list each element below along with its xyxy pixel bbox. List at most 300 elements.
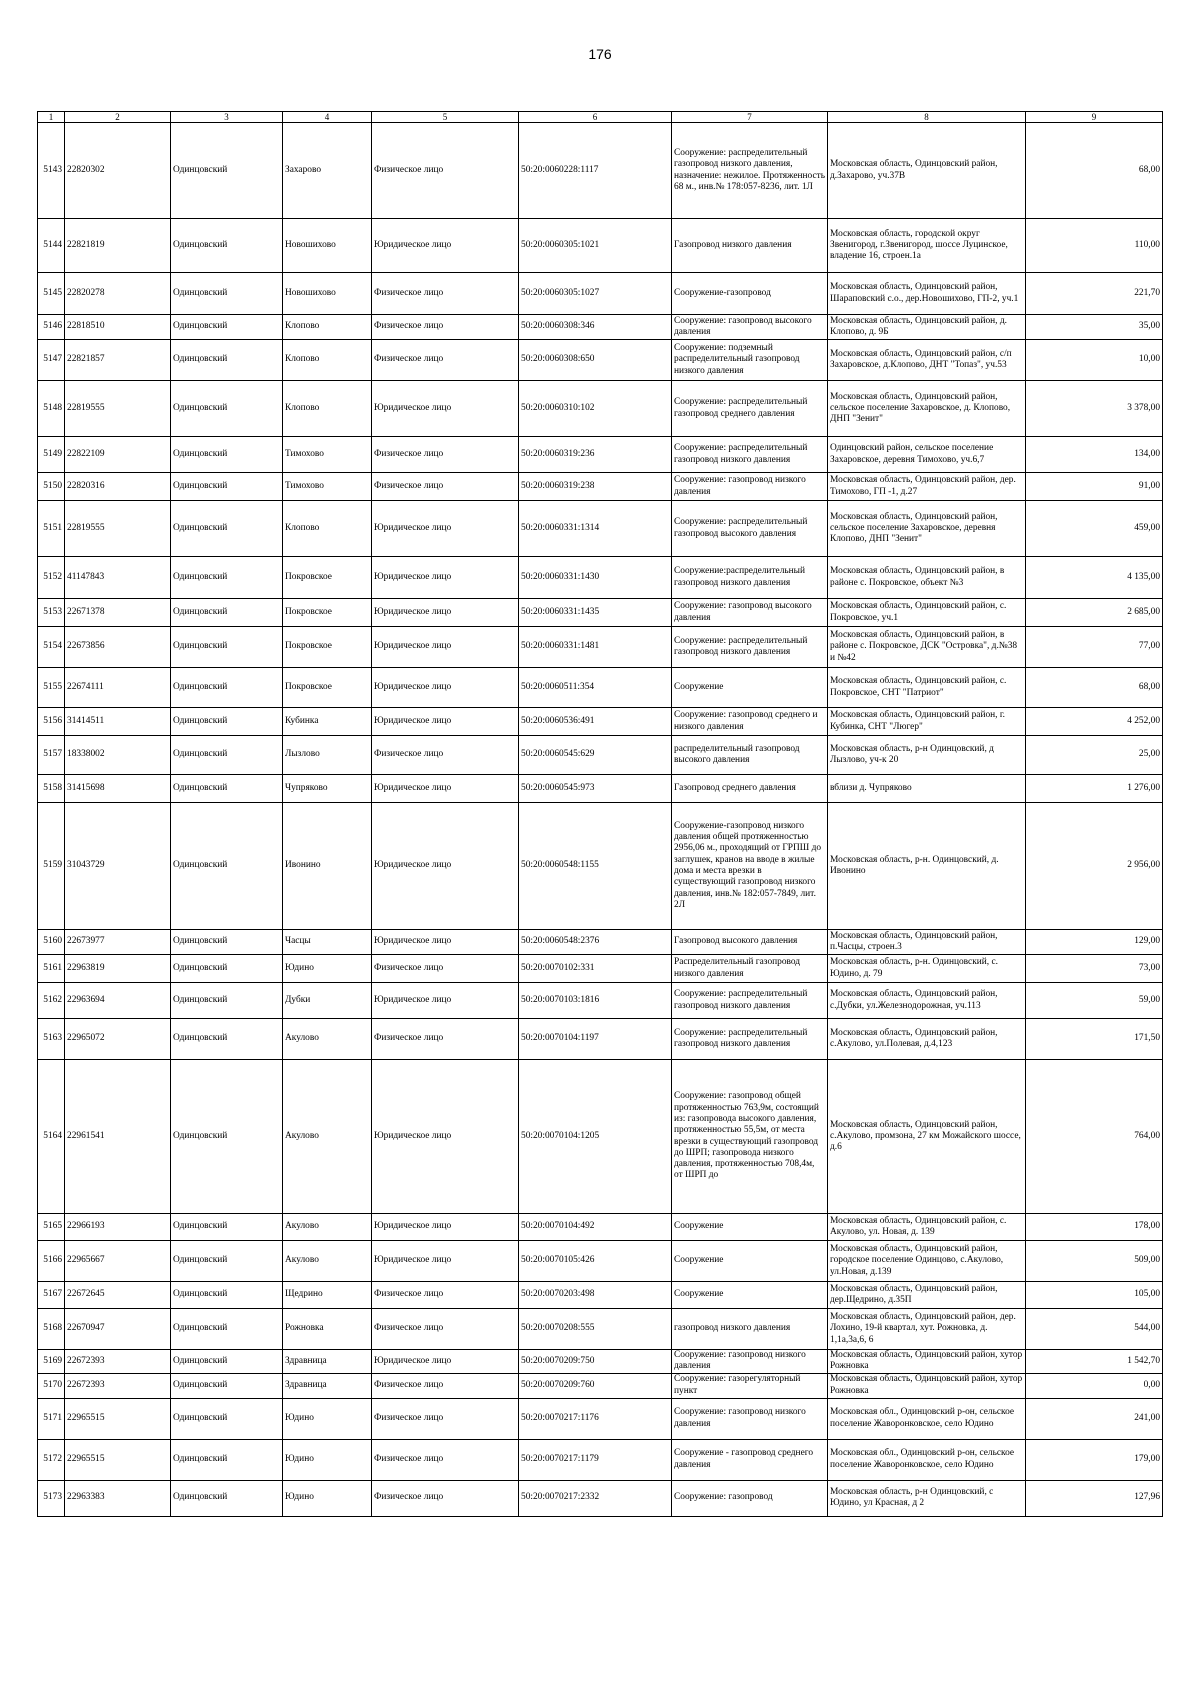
row-area: 179,00 bbox=[1026, 1439, 1163, 1480]
row-description: Сооружение: газопровод высокого давления bbox=[672, 599, 828, 627]
row-owner: Юридическое лицо bbox=[372, 708, 519, 736]
row-owner: Юридическое лицо bbox=[372, 983, 519, 1019]
row-address: Московская область, р-н. Одинцовский, с. Юдино, д. 79 bbox=[828, 955, 1026, 983]
row-district: Одинцовский bbox=[171, 1019, 283, 1060]
row-address: Московская область, Одинцовский район, сельское поселение Захаровское, деревня Клопово, ДНП "Зенит" bbox=[828, 501, 1026, 557]
table-row bbox=[38, 1439, 1163, 1480]
row-address: Московская область, Одинцовский район, дер. Тимохово, ГП -1, д.27 bbox=[828, 473, 1026, 501]
row-locality: Акулово bbox=[283, 1214, 372, 1241]
row-number: 5168 bbox=[38, 1309, 65, 1350]
row-cadastral: 50:20:0060331:1435 bbox=[519, 599, 672, 627]
row-code: 22821857 bbox=[65, 340, 171, 381]
row-description: Сооружение:распределительный газопровод низкого давления bbox=[672, 557, 828, 599]
row-number: 5155 bbox=[38, 668, 65, 708]
row-area: 127,96 bbox=[1026, 1480, 1163, 1516]
row-address: Московская область, Одинцовский район, в районе с. Покровское, объект №3 bbox=[828, 557, 1026, 599]
row-district: Одинцовский bbox=[171, 627, 283, 668]
row-cadastral: 50:20:0060319:236 bbox=[519, 437, 672, 473]
row-number: 5159 bbox=[38, 803, 65, 930]
row-district: Одинцовский bbox=[171, 955, 283, 983]
row-district: Одинцовский bbox=[171, 219, 283, 273]
row-owner: Физическое лицо bbox=[372, 340, 519, 381]
row-number: 5163 bbox=[38, 1019, 65, 1060]
row-address: Московская область, р-н Одинцовский, с Юдино, ул Красная, д 2 bbox=[828, 1480, 1026, 1516]
row-area: 764,00 bbox=[1026, 1060, 1163, 1214]
column-number: 2 bbox=[65, 112, 171, 123]
column-number: 8 bbox=[828, 112, 1026, 123]
row-number: 5161 bbox=[38, 955, 65, 983]
row-locality: Акулово bbox=[283, 1060, 372, 1214]
table-row bbox=[38, 1214, 1163, 1241]
row-description: Сооружение: газопровод общей протяженностью 763,9м, состоящий из: газопровода высокого давления, протяженностью 55,5м, от места врезки в существующий газопровод до ШРП; газопровода низкого давления, протяженностью 708,4м, от ШРП до bbox=[672, 1060, 828, 1214]
column-number: 6 bbox=[519, 112, 672, 123]
row-code: 22966193 bbox=[65, 1214, 171, 1241]
row-locality: Покровское bbox=[283, 668, 372, 708]
table-row bbox=[38, 437, 1163, 473]
row-address: Московская область, Одинцовский район, с/п Захаровское, д.Клопово, ДНТ "Топаз", уч.53 bbox=[828, 340, 1026, 381]
row-area: 4 252,00 bbox=[1026, 708, 1163, 736]
row-locality: Клопово bbox=[283, 315, 372, 340]
row-cadastral: 50:20:0060310:102 bbox=[519, 381, 672, 437]
row-address: Московская область, Одинцовский район, дер. Лохино, 19-й квартал, хут. Рожновка, д. 1,1а,3а,6, 6 bbox=[828, 1309, 1026, 1350]
row-description: Сооружение: распределительный газопровод низкого давления bbox=[672, 627, 828, 668]
row-number: 5167 bbox=[38, 1282, 65, 1309]
row-cadastral: 50:20:0060331:1430 bbox=[519, 557, 672, 599]
table-row bbox=[38, 273, 1163, 315]
row-locality: Лызлово bbox=[283, 736, 372, 775]
row-locality: Часцы bbox=[283, 930, 372, 955]
row-address: Московская область, р-н Одинцовский, д Лызлово, уч-к 20 bbox=[828, 736, 1026, 775]
row-cadastral: 50:20:0070217:1179 bbox=[519, 1439, 672, 1480]
row-district: Одинцовский bbox=[171, 315, 283, 340]
row-code: 22673856 bbox=[65, 627, 171, 668]
row-district: Одинцовский bbox=[171, 1282, 283, 1309]
row-code: 22965515 bbox=[65, 1439, 171, 1480]
row-owner: Юридическое лицо bbox=[372, 557, 519, 599]
row-description: Сооружение-газопровод низкого давления общей протяженностью 2956,06 м., проходящий от ГРПШ до заглушек, кранов на вводе в жилые дома и места врезки в существующий газопровод низкого давления, инв.№ 182:057-7849, лит. 2Л bbox=[672, 803, 828, 930]
row-owner: Юридическое лицо bbox=[372, 1350, 519, 1374]
row-description: Сооружение: газорегуляторный пункт bbox=[672, 1373, 828, 1398]
row-number: 5172 bbox=[38, 1439, 65, 1480]
row-description: Сооружение: распределительный газопровод низкого давления bbox=[672, 437, 828, 473]
row-cadastral: 50:20:0060536:491 bbox=[519, 708, 672, 736]
row-area: 544,00 bbox=[1026, 1309, 1163, 1350]
row-description: Сооружение bbox=[672, 1214, 828, 1241]
table-row bbox=[38, 736, 1163, 775]
row-locality: Юдино bbox=[283, 955, 372, 983]
row-district: Одинцовский bbox=[171, 473, 283, 501]
row-owner: Физическое лицо bbox=[372, 1480, 519, 1516]
row-district: Одинцовский bbox=[171, 1373, 283, 1398]
registry-table bbox=[37, 111, 1163, 1517]
row-owner: Физическое лицо bbox=[372, 1282, 519, 1309]
row-locality: Здравница bbox=[283, 1373, 372, 1398]
row-description: Сооружение: распределительный газопровод низкого давления bbox=[672, 983, 828, 1019]
row-description: распределительный газопровод высокого давления bbox=[672, 736, 828, 775]
table-row bbox=[38, 123, 1163, 219]
row-cadastral: 50:20:0070103:1816 bbox=[519, 983, 672, 1019]
row-number: 5147 bbox=[38, 340, 65, 381]
row-area: 105,00 bbox=[1026, 1282, 1163, 1309]
row-code: 22821819 bbox=[65, 219, 171, 273]
row-cadastral: 50:20:0070209:760 bbox=[519, 1373, 672, 1398]
row-code: 22820316 bbox=[65, 473, 171, 501]
row-owner: Юридическое лицо bbox=[372, 1241, 519, 1282]
row-locality: Юдино bbox=[283, 1439, 372, 1480]
row-locality: Покровское bbox=[283, 599, 372, 627]
row-number: 5150 bbox=[38, 473, 65, 501]
column-number-row bbox=[38, 112, 1163, 123]
row-owner: Физическое лицо bbox=[372, 736, 519, 775]
row-address: Московская область, Одинцовский район, п.Часцы, строен.3 bbox=[828, 930, 1026, 955]
row-area: 171,50 bbox=[1026, 1019, 1163, 1060]
row-description: Сооружение: распределительный газопровод низкого давления, назначение: нежилое. Протяженность 68 м., инв.№ 178:057-8236, лит. 1Л bbox=[672, 123, 828, 219]
column-number: 4 bbox=[283, 112, 372, 123]
row-code: 22822109 bbox=[65, 437, 171, 473]
row-description: Газопровод среднего давления bbox=[672, 775, 828, 803]
row-description: Газопровод низкого давления bbox=[672, 219, 828, 273]
row-code: 31414511 bbox=[65, 708, 171, 736]
row-code: 22819555 bbox=[65, 501, 171, 557]
row-cadastral: 50:20:0060548:2376 bbox=[519, 930, 672, 955]
row-owner: Физическое лицо bbox=[372, 1373, 519, 1398]
row-description: Сооружение: подземный распределительный газопровод низкого давления bbox=[672, 340, 828, 381]
row-code: 22820278 bbox=[65, 273, 171, 315]
row-owner: Юридическое лицо bbox=[372, 501, 519, 557]
row-code: 22673977 bbox=[65, 930, 171, 955]
table-row bbox=[38, 983, 1163, 1019]
row-district: Одинцовский bbox=[171, 1309, 283, 1350]
row-cadastral: 50:20:0060545:973 bbox=[519, 775, 672, 803]
row-description: Сооружение: газопровод bbox=[672, 1480, 828, 1516]
table-row bbox=[38, 1398, 1163, 1439]
row-locality: Кубинка bbox=[283, 708, 372, 736]
row-locality: Акулово bbox=[283, 1241, 372, 1282]
row-area: 2 956,00 bbox=[1026, 803, 1163, 930]
row-locality: Новошихово bbox=[283, 219, 372, 273]
row-area: 509,00 bbox=[1026, 1241, 1163, 1282]
table-row bbox=[38, 501, 1163, 557]
table-row bbox=[38, 708, 1163, 736]
row-cadastral: 50:20:0070217:1176 bbox=[519, 1398, 672, 1439]
row-address: Московская область, Одинцовский район, хутор Рожновка bbox=[828, 1350, 1026, 1374]
row-number: 5171 bbox=[38, 1398, 65, 1439]
row-area: 91,00 bbox=[1026, 473, 1163, 501]
row-address: Московская обл., Одинцовский р-он, сельское поселение Жаворонковское, село Юдино bbox=[828, 1398, 1026, 1439]
row-code: 31043729 bbox=[65, 803, 171, 930]
row-number: 5143 bbox=[38, 123, 65, 219]
row-locality: Захарово bbox=[283, 123, 372, 219]
row-area: 178,00 bbox=[1026, 1214, 1163, 1241]
row-locality: Акулово bbox=[283, 1019, 372, 1060]
row-area: 1 276,00 bbox=[1026, 775, 1163, 803]
row-locality: Рожновка bbox=[283, 1309, 372, 1350]
row-area: 110,00 bbox=[1026, 219, 1163, 273]
row-owner: Юридическое лицо bbox=[372, 1060, 519, 1214]
row-description: Сооружение bbox=[672, 668, 828, 708]
row-locality: Щедрино bbox=[283, 1282, 372, 1309]
table-row bbox=[38, 557, 1163, 599]
row-code: 22670947 bbox=[65, 1309, 171, 1350]
row-owner: Физическое лицо bbox=[372, 955, 519, 983]
row-cadastral: 50:20:0070102:331 bbox=[519, 955, 672, 983]
row-address: Московская область, Одинцовский район, с.Акулово, промзона, 27 км Можайского шоссе, д.6 bbox=[828, 1060, 1026, 1214]
table-row bbox=[38, 1241, 1163, 1282]
row-locality: Покровское bbox=[283, 557, 372, 599]
row-locality: Юдино bbox=[283, 1398, 372, 1439]
row-district: Одинцовский bbox=[171, 273, 283, 315]
row-locality: Дубки bbox=[283, 983, 372, 1019]
row-owner: Юридическое лицо bbox=[372, 668, 519, 708]
row-district: Одинцовский bbox=[171, 1439, 283, 1480]
row-number: 5144 bbox=[38, 219, 65, 273]
row-locality: Здравница bbox=[283, 1350, 372, 1374]
row-area: 0,00 bbox=[1026, 1373, 1163, 1398]
row-district: Одинцовский bbox=[171, 1060, 283, 1214]
row-cadastral: 50:20:0060331:1481 bbox=[519, 627, 672, 668]
row-number: 5146 bbox=[38, 315, 65, 340]
row-district: Одинцовский bbox=[171, 381, 283, 437]
table-row bbox=[38, 1373, 1163, 1398]
row-owner: Юридическое лицо bbox=[372, 381, 519, 437]
row-number: 5157 bbox=[38, 736, 65, 775]
row-address: Московская область, Одинцовский район, г. Кубинка, СНТ "Люгер" bbox=[828, 708, 1026, 736]
row-address: Московская область, Одинцовский район, в районе с. Покровское, ДСК "Островка", д.№38 и №42 bbox=[828, 627, 1026, 668]
row-cadastral: 50:20:0060308:650 bbox=[519, 340, 672, 381]
row-area: 10,00 bbox=[1026, 340, 1163, 381]
row-owner: Физическое лицо bbox=[372, 1309, 519, 1350]
row-code: 22674111 bbox=[65, 668, 171, 708]
row-district: Одинцовский bbox=[171, 736, 283, 775]
row-address: Московская область, Одинцовский район, с. Покровское, СНТ "Патриот" bbox=[828, 668, 1026, 708]
row-code: 22965667 bbox=[65, 1241, 171, 1282]
row-cadastral: 50:20:0060305:1027 bbox=[519, 273, 672, 315]
row-area: 134,00 bbox=[1026, 437, 1163, 473]
table-row bbox=[38, 599, 1163, 627]
row-district: Одинцовский bbox=[171, 708, 283, 736]
table-row bbox=[38, 1350, 1163, 1374]
row-district: Одинцовский bbox=[171, 599, 283, 627]
row-area: 3 378,00 bbox=[1026, 381, 1163, 437]
row-locality: Ивонино bbox=[283, 803, 372, 930]
row-number: 5160 bbox=[38, 930, 65, 955]
row-code: 41147843 bbox=[65, 557, 171, 599]
table-row bbox=[38, 775, 1163, 803]
row-district: Одинцовский bbox=[171, 123, 283, 219]
row-area: 1 542,70 bbox=[1026, 1350, 1163, 1374]
column-number: 1 bbox=[38, 112, 65, 123]
row-cadastral: 50:20:0060319:238 bbox=[519, 473, 672, 501]
row-number: 5164 bbox=[38, 1060, 65, 1214]
row-area: 241,00 bbox=[1026, 1398, 1163, 1439]
row-locality: Новошихово bbox=[283, 273, 372, 315]
row-address: Московская область, Одинцовский район, д. Клопово, д. 9Б bbox=[828, 315, 1026, 340]
table-row bbox=[38, 1480, 1163, 1516]
table-row bbox=[38, 219, 1163, 273]
row-address: Московская область, Одинцовский район, с.Дубки, ул.Железнодорожная, уч.113 bbox=[828, 983, 1026, 1019]
row-owner: Юридическое лицо bbox=[372, 627, 519, 668]
row-area: 77,00 bbox=[1026, 627, 1163, 668]
row-description: Сооружение: газопровод среднего и низкого давления bbox=[672, 708, 828, 736]
row-description: Сооружение: газопровод низкого давления bbox=[672, 1398, 828, 1439]
row-number: 5151 bbox=[38, 501, 65, 557]
row-number: 5173 bbox=[38, 1480, 65, 1516]
row-number: 5158 bbox=[38, 775, 65, 803]
table-row bbox=[38, 955, 1163, 983]
row-district: Одинцовский bbox=[171, 983, 283, 1019]
row-code: 22820302 bbox=[65, 123, 171, 219]
table-row bbox=[38, 1019, 1163, 1060]
row-district: Одинцовский bbox=[171, 557, 283, 599]
row-address: Московская область, Одинцовский район, Шараповский с.о., дер.Новошихово, ГП-2, уч.1 bbox=[828, 273, 1026, 315]
row-owner: Физическое лицо bbox=[372, 1019, 519, 1060]
row-code: 22961541 bbox=[65, 1060, 171, 1214]
row-address: Московская область, Одинцовский район, с. Акулово, ул. Новая, д. 139 bbox=[828, 1214, 1026, 1241]
row-area: 68,00 bbox=[1026, 123, 1163, 219]
table-row bbox=[38, 381, 1163, 437]
row-district: Одинцовский bbox=[171, 1398, 283, 1439]
row-description: Распределительный газопровод низкого давления bbox=[672, 955, 828, 983]
row-district: Одинцовский bbox=[171, 803, 283, 930]
row-number: 5149 bbox=[38, 437, 65, 473]
row-cadastral: 50:20:0060548:1155 bbox=[519, 803, 672, 930]
table-row bbox=[38, 1060, 1163, 1214]
row-address: Московская область, Одинцовский район, с.Акулово, ул.Полевая, д.4,123 bbox=[828, 1019, 1026, 1060]
row-locality: Клопово bbox=[283, 381, 372, 437]
row-code: 22671378 bbox=[65, 599, 171, 627]
row-number: 5165 bbox=[38, 1214, 65, 1241]
row-address: Московская область, Одинцовский район, хутор Рожновка bbox=[828, 1373, 1026, 1398]
row-description: Сооружение-газопровод bbox=[672, 273, 828, 315]
row-number: 5148 bbox=[38, 381, 65, 437]
row-description: Сооружение: газопровод низкого давления bbox=[672, 473, 828, 501]
row-locality: Покровское bbox=[283, 627, 372, 668]
row-owner: Юридическое лицо bbox=[372, 930, 519, 955]
row-area: 73,00 bbox=[1026, 955, 1163, 983]
row-code: 22963383 bbox=[65, 1480, 171, 1516]
row-address: Московская обл., Одинцовский р-он, сельское поселение Жаворонковское, село Юдино bbox=[828, 1439, 1026, 1480]
row-area: 4 135,00 bbox=[1026, 557, 1163, 599]
row-number: 5162 bbox=[38, 983, 65, 1019]
row-district: Одинцовский bbox=[171, 1350, 283, 1374]
row-owner: Юридическое лицо bbox=[372, 599, 519, 627]
row-number: 5153 bbox=[38, 599, 65, 627]
row-cadastral: 50:20:0070203:498 bbox=[519, 1282, 672, 1309]
table-row bbox=[38, 803, 1163, 930]
row-owner: Физическое лицо bbox=[372, 315, 519, 340]
row-description: Сооружение: распределительный газопровод среднего давления bbox=[672, 381, 828, 437]
row-description: Сооружение: распределительный газопровод низкого давления bbox=[672, 1019, 828, 1060]
column-number: 5 bbox=[372, 112, 519, 123]
row-description: Газопровод высокого давления bbox=[672, 930, 828, 955]
column-number: 9 bbox=[1026, 112, 1163, 123]
row-description: Сооружение bbox=[672, 1282, 828, 1309]
table-row bbox=[38, 1282, 1163, 1309]
row-owner: Физическое лицо bbox=[372, 437, 519, 473]
table-row bbox=[38, 315, 1163, 340]
row-address: Московская область, городской округ Звенигород, г.Звенигород, шоссе Луцинское, владение 16, строен.1а bbox=[828, 219, 1026, 273]
row-address: Московская область, Одинцовский район, д.Захарово, уч.37В bbox=[828, 123, 1026, 219]
row-owner: Физическое лицо bbox=[372, 123, 519, 219]
table-row bbox=[38, 473, 1163, 501]
row-owner: Физическое лицо bbox=[372, 1398, 519, 1439]
row-owner: Физическое лицо bbox=[372, 1439, 519, 1480]
row-cadastral: 50:20:0060511:354 bbox=[519, 668, 672, 708]
row-district: Одинцовский bbox=[171, 930, 283, 955]
row-description: Сооружение: газопровод низкого давления bbox=[672, 1350, 828, 1374]
row-district: Одинцовский bbox=[171, 775, 283, 803]
row-description: Сооружение: распределительный газопровод высокого давления bbox=[672, 501, 828, 557]
row-area: 68,00 bbox=[1026, 668, 1163, 708]
row-locality: Клопово bbox=[283, 501, 372, 557]
row-cadastral: 50:20:0060305:1021 bbox=[519, 219, 672, 273]
row-district: Одинцовский bbox=[171, 340, 283, 381]
row-cadastral: 50:20:0060545:629 bbox=[519, 736, 672, 775]
row-owner: Физическое лицо bbox=[372, 473, 519, 501]
row-address: Московская область, р-н. Одинцовский, д. Ивонино bbox=[828, 803, 1026, 930]
row-description: газопровод низкого давления bbox=[672, 1309, 828, 1350]
row-code: 22672645 bbox=[65, 1282, 171, 1309]
row-number: 5154 bbox=[38, 627, 65, 668]
row-cadastral: 50:20:0070209:750 bbox=[519, 1350, 672, 1374]
row-address: Московская область, Одинцовский район, с. Покровское, уч.1 bbox=[828, 599, 1026, 627]
row-area: 221,70 bbox=[1026, 273, 1163, 315]
row-address: Одинцовский район, сельское поселение Захаровское, деревня Тимохово, уч.6,7 bbox=[828, 437, 1026, 473]
row-description: Сооружение: газопровод высокого давления bbox=[672, 315, 828, 340]
row-address: Московская область, Одинцовский район, дер.Щедрино, д.35П bbox=[828, 1282, 1026, 1309]
row-number: 5166 bbox=[38, 1241, 65, 1282]
row-area: 2 685,00 bbox=[1026, 599, 1163, 627]
table-row bbox=[38, 340, 1163, 381]
table-row bbox=[38, 930, 1163, 955]
row-number: 5170 bbox=[38, 1373, 65, 1398]
row-owner: Юридическое лицо bbox=[372, 775, 519, 803]
row-district: Одинцовский bbox=[171, 1241, 283, 1282]
table-row bbox=[38, 627, 1163, 668]
row-area: 35,00 bbox=[1026, 315, 1163, 340]
row-area: 129,00 bbox=[1026, 930, 1163, 955]
row-code: 22965515 bbox=[65, 1398, 171, 1439]
row-area: 59,00 bbox=[1026, 983, 1163, 1019]
row-address: Московская область, Одинцовский район, сельское поселение Захаровское, д. Клопово, ДНП "Зенит" bbox=[828, 381, 1026, 437]
row-district: Одинцовский bbox=[171, 1480, 283, 1516]
column-number: 7 bbox=[672, 112, 828, 123]
row-locality: Клопово bbox=[283, 340, 372, 381]
row-area: 25,00 bbox=[1026, 736, 1163, 775]
row-code: 22819555 bbox=[65, 381, 171, 437]
row-code: 22672393 bbox=[65, 1373, 171, 1398]
row-cadastral: 50:20:0070217:2332 bbox=[519, 1480, 672, 1516]
row-cadastral: 50:20:0070104:492 bbox=[519, 1214, 672, 1241]
row-cadastral: 50:20:0070104:1197 bbox=[519, 1019, 672, 1060]
row-cadastral: 50:20:0060228:1117 bbox=[519, 123, 672, 219]
row-number: 5152 bbox=[38, 557, 65, 599]
row-owner: Юридическое лицо bbox=[372, 219, 519, 273]
registry-body bbox=[38, 112, 1163, 1517]
row-district: Одинцовский bbox=[171, 437, 283, 473]
row-owner: Юридическое лицо bbox=[372, 1214, 519, 1241]
row-code: 18338002 bbox=[65, 736, 171, 775]
row-code: 22963694 bbox=[65, 983, 171, 1019]
row-locality: Тимохово bbox=[283, 473, 372, 501]
table-row bbox=[38, 668, 1163, 708]
row-owner: Юридическое лицо bbox=[372, 803, 519, 930]
page-number: 176 bbox=[588, 46, 612, 62]
row-cadastral: 50:20:0060331:1314 bbox=[519, 501, 672, 557]
row-locality: Юдино bbox=[283, 1480, 372, 1516]
row-area: 459,00 bbox=[1026, 501, 1163, 557]
row-number: 5156 bbox=[38, 708, 65, 736]
